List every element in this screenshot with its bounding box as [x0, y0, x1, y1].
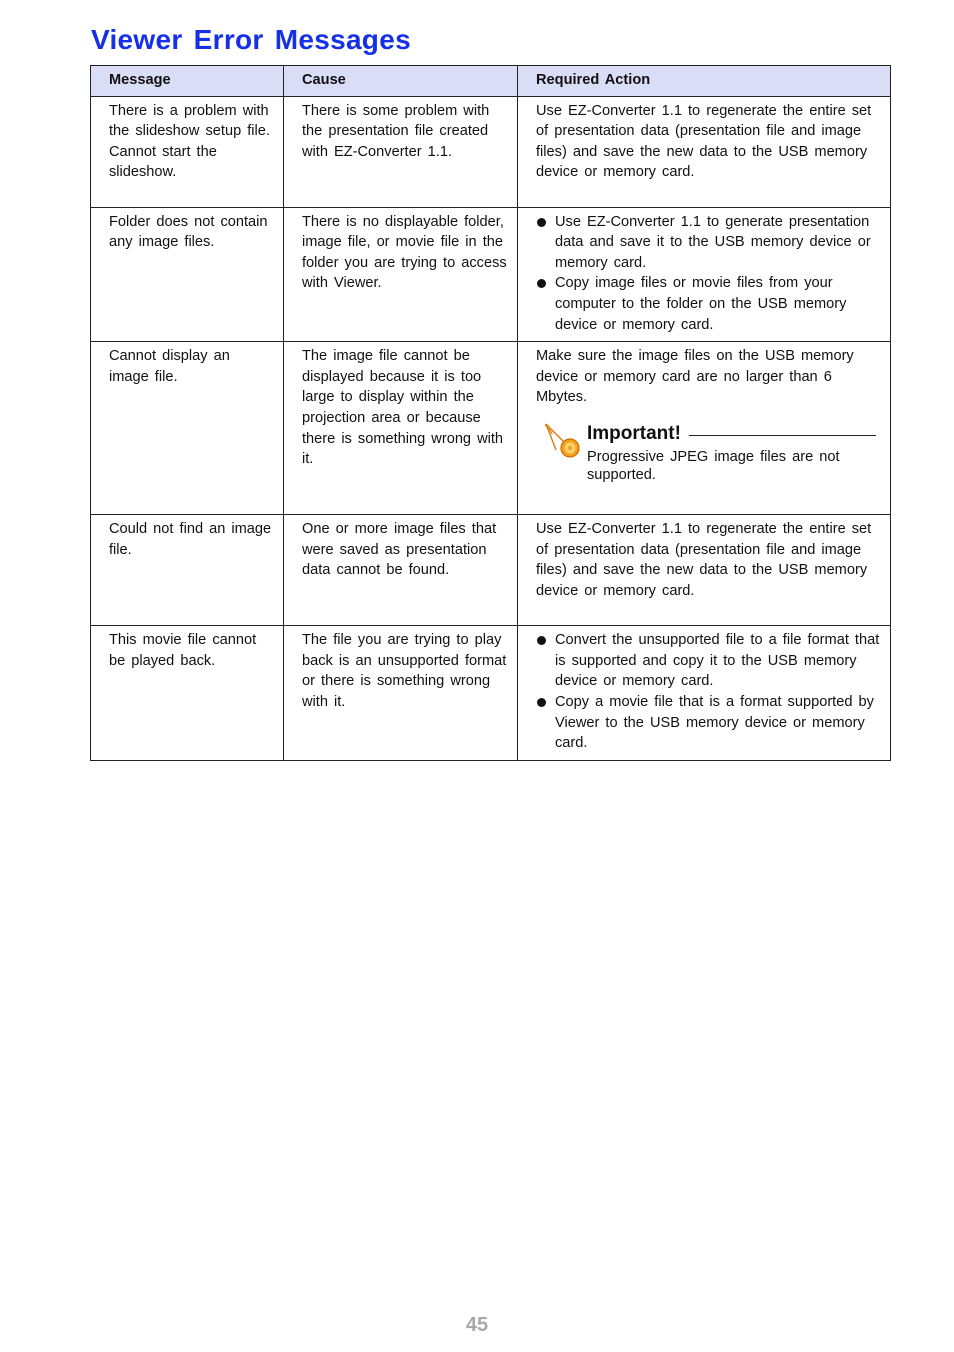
important-title: Important! — [587, 422, 681, 444]
cause-cell: The image file cannot be displayed because it is too large to display within the projection area or because there is something wrong with it. — [284, 342, 518, 515]
table-header-row — [91, 66, 891, 97]
action-cell: Use EZ-Converter 1.1 to regenerate the entire set of presentation data (presentation file and image files) and save the new data to the USB memory device or memory card. — [518, 96, 891, 207]
cause-cell: There is no displayable folder, image file, or movie file in the folder you are trying to access with Viewer. — [284, 207, 518, 342]
cause-cell: There is some problem with the presentation file created with EZ-Converter 1.1. — [284, 96, 518, 207]
action-bullet-list — [536, 212, 882, 336]
message-cell: This movie file cannot be played back. — [91, 626, 284, 761]
header-message: Message — [91, 66, 284, 97]
message-cell: Folder does not contain any image files. — [91, 207, 284, 342]
error-messages-table — [90, 65, 891, 761]
bullet-item: Use EZ-Converter 1.1 to generate presentation data and save it to the USB memory device or memory card. — [536, 212, 882, 274]
table-row — [91, 96, 891, 207]
table-row — [91, 515, 891, 626]
action-cell — [518, 342, 891, 515]
message-cell: Cannot display an image file. — [91, 342, 284, 515]
header-required-action: Required Action — [518, 66, 891, 97]
important-rule — [689, 435, 876, 436]
message-cell: There is a problem with the slideshow setup file. Cannot start the slideshow. — [91, 96, 284, 207]
bullet-item: Copy image files or movie files from your computer to the folder on the USB memory device or memory card. — [536, 273, 882, 335]
bullet-item: Copy a movie file that is a format supported by Viewer to the USB memory device or memory card. — [536, 692, 882, 754]
action-text: Make sure the image files on the USB memory device or memory card are no larger than 6 Mbytes. — [536, 348, 854, 406]
important-pin-icon — [542, 420, 582, 460]
action-bullet-list — [536, 630, 882, 754]
table-row — [91, 626, 891, 761]
table-row — [91, 342, 891, 515]
table-row — [91, 207, 891, 342]
message-cell: Could not find an image file. — [91, 515, 284, 626]
header-cause: Cause — [284, 66, 518, 97]
action-cell — [518, 207, 891, 342]
bullet-item: Convert the unsupported file to a file format that is supported and copy it to the USB memory device or memory card. — [536, 630, 882, 692]
important-text: Progressive JPEG image files are not supported. — [587, 448, 840, 483]
action-cell — [518, 626, 891, 761]
cause-cell: The file you are trying to play back is an unsupported format or there is something wrong with it. — [284, 626, 518, 761]
cause-cell: One or more image files that were saved as presentation data cannot be found. — [284, 515, 518, 626]
page-title: Viewer Error Messages — [91, 24, 411, 55]
action-cell: Use EZ-Converter 1.1 to regenerate the entire set of presentation data (presentation file and image files) and save the new data to the USB memory device or memory card. — [518, 515, 891, 626]
important-note — [536, 422, 882, 484]
page-number: 45 — [465, 1314, 489, 1336]
